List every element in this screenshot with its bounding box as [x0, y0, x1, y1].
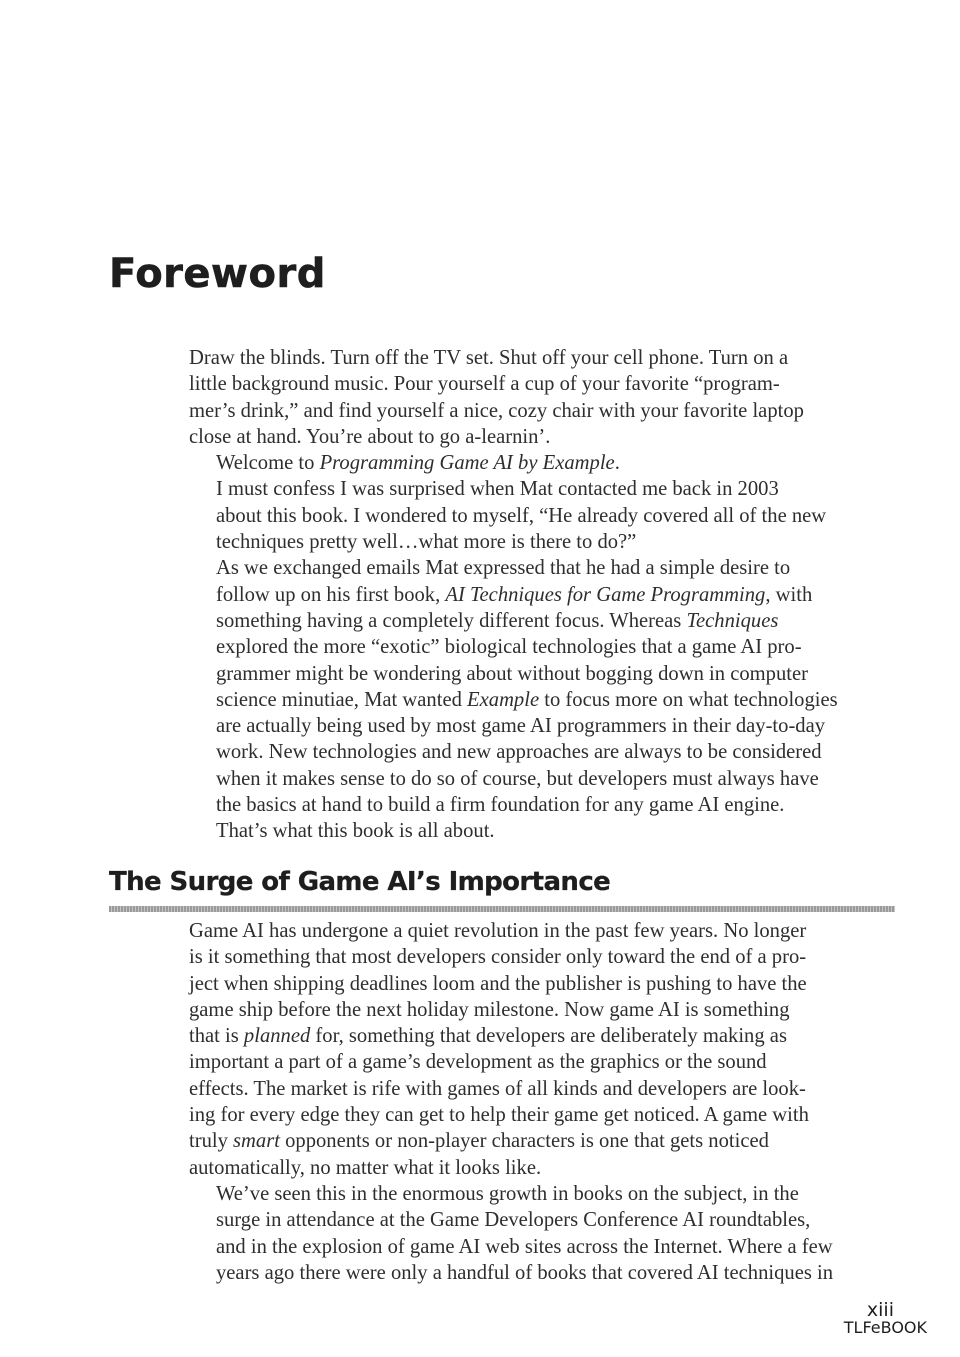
- paragraph: [189, 345, 897, 450]
- paragraph: [189, 476, 897, 555]
- text-line: science minutiae, Mat wanted Example to focus more on what technologies: [216, 688, 838, 711]
- text-line: truly smart opponents or non-player characters is one that gets noticed: [189, 1130, 769, 1153]
- text-line: about this book. I wondered to myself, “He already covered all of the new: [216, 504, 827, 527]
- section-heading: The Surge of Game AI’s Importance: [109, 867, 611, 897]
- text-line: We’ve seen this in the enormous growth in books on the subject, in the: [216, 1182, 799, 1205]
- paragraph: [189, 555, 897, 844]
- text-line: is it something that most developers consider only toward the end of a pro-: [189, 946, 807, 969]
- paragraph: [189, 918, 897, 1181]
- text-line: Draw the blinds. Turn off the TV set. Shut off your cell phone. Turn on a: [189, 347, 789, 369]
- text-line: That’s what this book is all about.: [216, 820, 495, 843]
- text-line: automatically, no matter what it looks like.: [189, 1156, 542, 1179]
- text-line: work. New technologies and new approaches are always to be considered: [216, 741, 822, 764]
- text-line: explored the more “exotic” biological technologies that a game AI pro-: [216, 636, 802, 659]
- text-line: are actually being used by most game AI programmers in their day-to-day: [216, 715, 826, 738]
- book-title: Techniques: [686, 609, 779, 632]
- text-line: close at hand. You’re about to go a-learnin’.: [189, 425, 551, 448]
- emphasis: planned: [243, 1025, 311, 1048]
- text-line: As we exchanged emails Mat expressed that he had a simple desire to: [216, 557, 791, 580]
- text-line: Welcome to Programming Game AI by Example.: [216, 452, 620, 475]
- text-line: something having a completely different focus. Whereas Techniques: [216, 609, 779, 632]
- paragraph: [189, 450, 897, 476]
- book-title: Programming Game AI by Example: [319, 452, 615, 475]
- book-title: Example: [467, 688, 540, 711]
- page-number: xiii: [866, 1299, 894, 1321]
- text-line: when it makes sense to do so of course, but developers must always have: [216, 767, 819, 790]
- text-line: grammer might be wondering about without bogging down in computer: [216, 662, 808, 685]
- text-line: years ago there were only a handful of books that covered AI techniques in: [216, 1261, 834, 1284]
- text-line: techniques pretty well…what more is there to do?”: [216, 531, 637, 554]
- text-line: ject when shipping deadlines loom and the publisher is pushing to have the: [189, 972, 807, 995]
- text-line: and in the explosion of game AI web sites across the Internet. Where a few: [216, 1235, 833, 1258]
- section-text: [189, 918, 897, 1286]
- text-line: the basics at hand to build a firm foundation for any game AI engine.: [216, 794, 785, 817]
- text-line: effects. The market is rife with games of all kinds and developers are look-: [189, 1077, 806, 1100]
- emphasis: smart: [233, 1130, 280, 1153]
- text-line: game ship before the next holiday milestone. Now game AI is something: [189, 998, 790, 1021]
- text-line: I must confess I was surprised when Mat contacted me back in 2003: [216, 478, 779, 501]
- chapter-title: Foreword: [109, 251, 326, 297]
- text-line: mer’s drink,” and find yourself a nice, cozy chair with your favorite laptop: [189, 399, 804, 422]
- book-title: AI Techniques for Game Programming: [445, 583, 766, 606]
- watermark-text: TLFeBOOK: [843, 1318, 927, 1337]
- text-line: important a part of a game’s development as the graphics or the sound: [189, 1051, 767, 1074]
- text-line: ing for every edge they can get to help their game get noticed. A game with: [189, 1104, 809, 1127]
- text-line: surge in attendance at the Game Developers Conference AI roundtables,: [216, 1209, 811, 1232]
- section-rule: [109, 906, 895, 912]
- paragraph: [189, 1181, 897, 1286]
- text-line: follow up on his first book, AI Techniques for Game Programming, with: [216, 583, 813, 606]
- text-line: that is planned for, something that developers are deliberately making as: [189, 1025, 787, 1048]
- text-line: Game AI has undergone a quiet revolution in the past few years. No longer: [189, 920, 807, 942]
- intro-text: [189, 345, 897, 845]
- text-line: little background music. Pour yourself a cup of your favorite “program-: [189, 373, 780, 396]
